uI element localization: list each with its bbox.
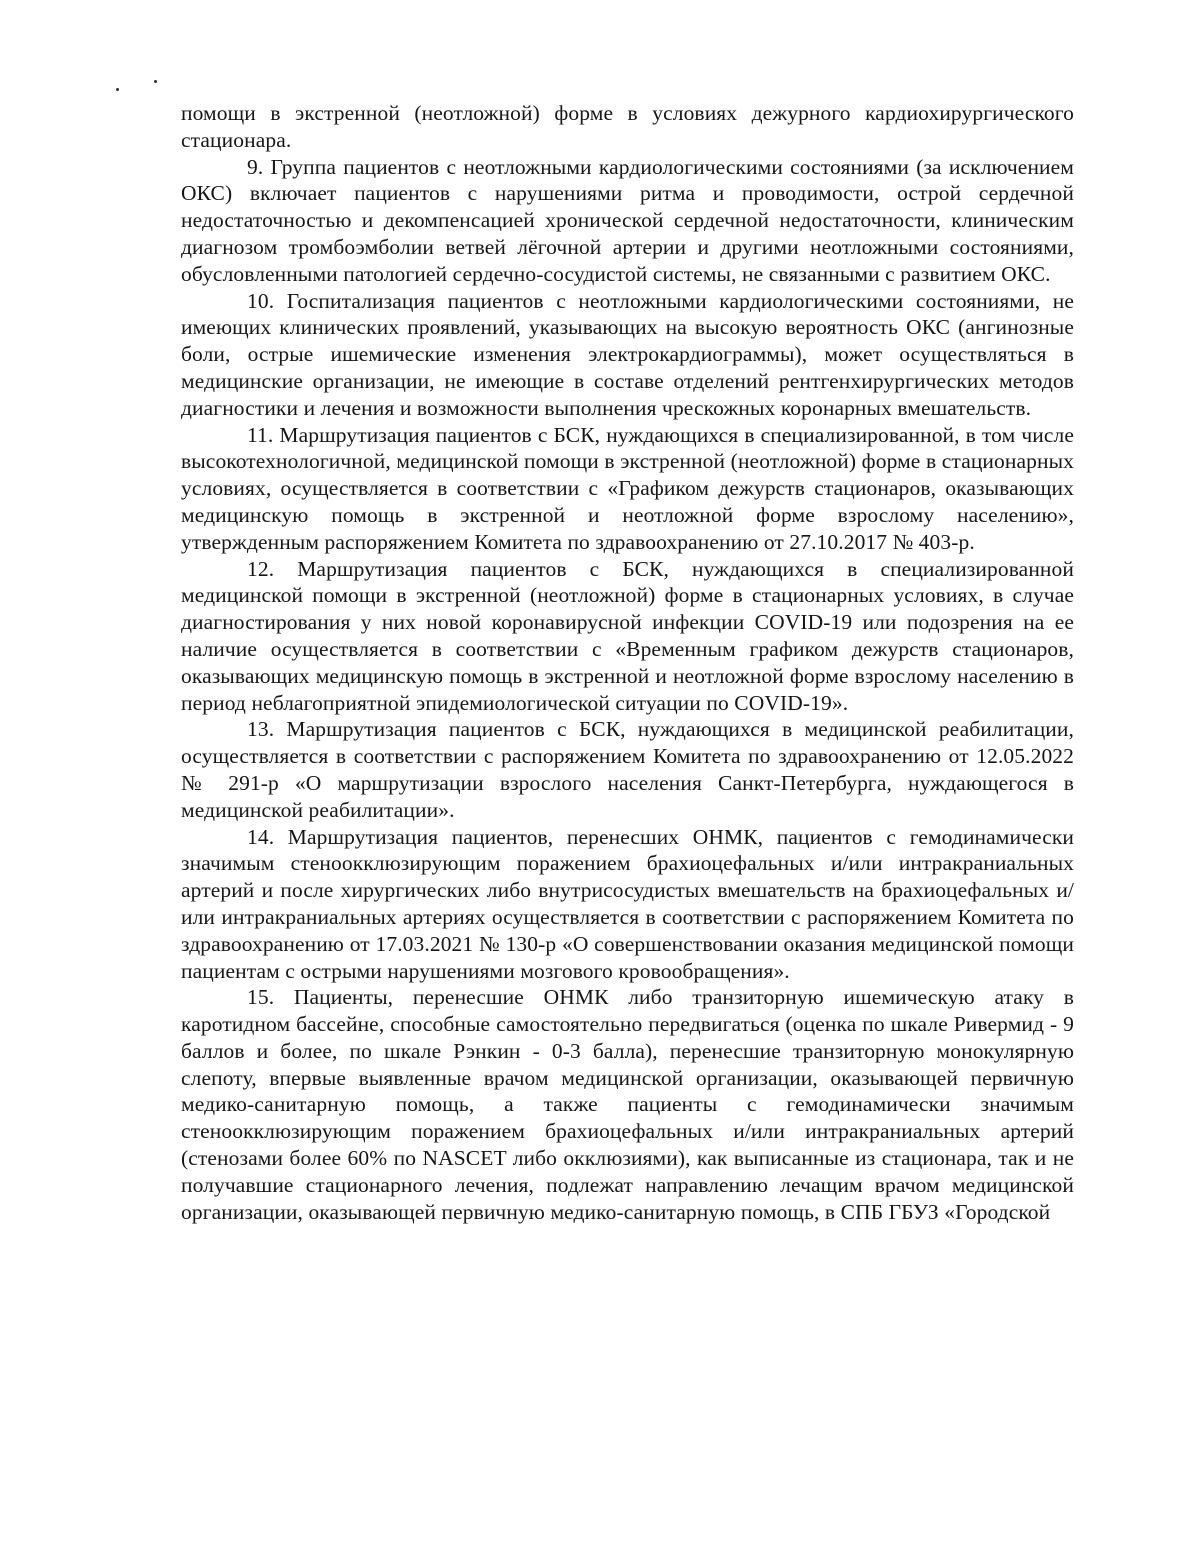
document-body <box>181 100 1074 1225</box>
paragraph-12: 12. Маршрутизация пациентов с БСК, нуждающихся в специализированной медицинской помощи в экстренной (неотложной) форме в стационарных условиях, в случае диагностирования у них новой коронавирусной инфекции COVID-19 или подозрения на ее наличие осуществляется в соответствии с «Временным графиком дежурств стационаров, оказывающих медицинскую помощь в экстренной и неотложной форме взрослому населению в период неблагоприятной эпидемиологической ситуации по COVID-19». <box>181 556 1074 715</box>
scan-speck <box>116 88 119 91</box>
paragraph-9: 9. Группа пациентов с неотложными кардиологическими состояниями (за исключением ОКС) включает пациентов с нарушениями ритма и проводимости, острой сердечной недостаточностью и декомпенсацией хронической сердечной недостаточности, клиническим диагнозом тромбоэмболии ветвей лёгочной артерии и другими неотложными состояниями, обусловленными патологией сердечно-сосудистой системы, не связанными с развитием ОКС. <box>181 154 1074 286</box>
paragraph-14: 14. Маршрутизация пациентов, перенесших ОНМК, пациентов с гемодинамически значимым стеноокклюзирующим поражением брахиоцефальных и/или интракраниальных артерий и после хирургических либо внутрисосудистых вмешательств на брахиоцефальных и/или интракраниальных артериях осуществляется в соответствии с распоряжением Комитета по здравоохранению от 17.03.2021 № 130-р «О совершенствовании оказания медицинской помощи пациентам с острыми нарушениями мозгового кровообращения». <box>181 824 1074 983</box>
scan-specks <box>110 78 170 98</box>
paragraph-13: 13. Маршрутизация пациентов с БСК, нуждающихся в медицинской реабилитации, осуществляется в соответствии с распоряжением Комитета по здравоохранению от 12.05.2022 № 291-р «О маршрутизации взрослого населения Санкт-Петербурга, нуждающегося в медицинской реабилитации». <box>181 717 1074 822</box>
paragraph-10: 10. Госпитализация пациентов с неотложными кардиологическими состояниями, не имеющих клинических проявлений, указывающих на высокую вероятность ОКС (ангинозные боли, острые ишемические изменения электрокардиограммы), может осуществляться в медицинские организации, не имеющие в составе отделений рентгенхирургических методов диагностики и лечения и возможности выполнения чрескожных коронарных вмешательств. <box>181 288 1074 420</box>
scan-speck <box>154 80 157 83</box>
paragraph-15: 15. Пациенты, перенесшие ОНМК либо транзиторную ишемическую атаку в каротидном бассейне, способные самостоятельно передвигаться (оценка по шкале Ривермид - 9 баллов и более, по шкале Рэнкин - 0-3 балла), перенесшие транзиторную монокулярную слепоту, впервые выявленные врачом медицинской организации, оказывающей первичную медико-санитарную помощь, а также пациенты с гемодинамически значимым стеноокклюзирующим поражением брахиоцефальных и/или интракраниальных артерий (стенозами более 60% по NASCET либо окклюзиями), как выписанные из стационара, так и не получавшие стационарного лечения, подлежат направлению лечащим врачом медицинской организации, оказывающей первичную медико-санитарную помощь, в СПБ ГБУЗ «Городской <box>181 985 1074 1224</box>
paragraph-11: 11. Маршрутизация пациентов с БСК, нуждающихся в специализированной, в том числе высокотехнологичной, медицинской помощи в экстренной (неотложной) форме в стационарных условиях, осуществляется в соответствии с «Графиком дежурств стационаров, оказывающих медицинскую помощь в экстренной и неотложной форме взрослому населению», утвержденным распоряжением Комитета по здравоохранению от 27.10.2017 № 403-р. <box>181 422 1074 554</box>
continuation-paragraph: помощи в экстренной (неотложной) форме в условиях дежурного кардиохирургического стационара. <box>181 101 1074 152</box>
